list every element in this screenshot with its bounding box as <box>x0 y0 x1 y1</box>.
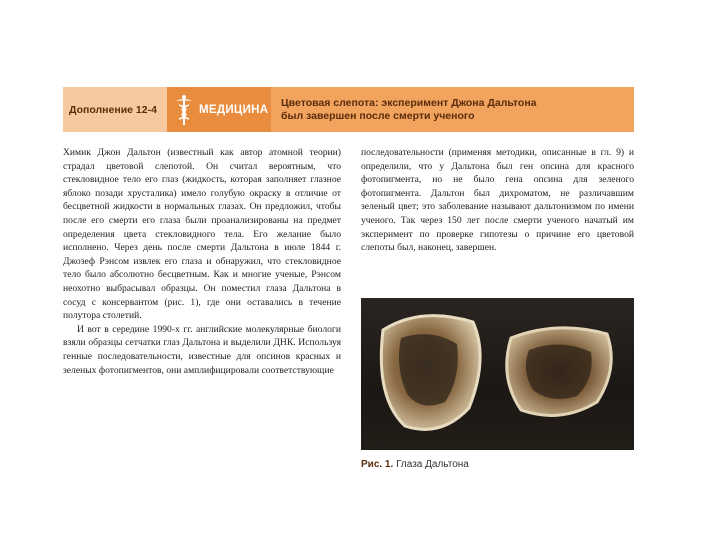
title-line-1: Цветовая слепота: эксперимент Джона Дальтона <box>281 96 537 109</box>
section-label: МЕДИЦИНА <box>199 103 269 116</box>
caption-number: Рис. 1. <box>361 459 394 470</box>
preserved-eyes-photo <box>361 298 634 450</box>
figure-caption <box>361 459 634 470</box>
medicine-section <box>167 87 271 132</box>
supplement-banner <box>63 87 634 132</box>
left-column <box>63 146 341 377</box>
supplement-title <box>271 87 634 132</box>
right-column <box>361 146 634 255</box>
paragraph-3: последовательности (применяя методики, описанные в гл. 9) и определили, что у Дальтона был ген опсина для красного фотопигмента, но не было гена опсина для зеленого фотопигмента. Дальтон был дихроматом, не различавшим зеленый цвет; это заболевание называют дальтонизмом по имени ученого. Так через 150 лет после смерти ученого начатый им эксперимент по проверке гипотезы о причине его цветовой слепоты был, наконец, завершен. <box>361 147 634 254</box>
figure-photo <box>361 298 634 450</box>
paragraph-1: Химик Джон Дальтон (известный как автор атомной теории) страдал цветовой слепотой. Он считал вероятным, что стекловидное тело его глаз (жидкость, которая заполняет глазное яблоко позади хрусталика) имело голубую окраску в отличие от бесцветной жидкости в нормальных глазах. Он предложил, чтобы после его смерти его глаза были проанализированы на предмет определения цвета стекловидного тела. Его желание было исполнено. Через день после смерти Дальтона в июле 1844 г. Джозеф Рэнсом извлек его глаза и обнаружил, что стекловидное тело было абсолютно бесцветным. Как и многие ученые, Рэнсом неохотно выбрасывал образцы. Он поместил глаза Дальтона в сосуд с консервантом (рис. 1), где они оставались в течение полутора столетий. <box>63 147 341 322</box>
caduceus-icon <box>173 93 195 127</box>
supplement-label: Дополнение 12-4 <box>63 87 167 132</box>
caption-text: Глаза Дальтона <box>396 459 469 470</box>
paragraph-2: И вот в середине 1990-х гг. английские молекулярные биологи взяли образцы сетчатки глаз Дальтона и выделили ДНК. Используя генные последовательности, известные для опсинов красных и зеленых фотопигментов, они амплифицировали соответствующие <box>63 323 341 376</box>
title-line-2: был завершен после смерти ученого <box>281 109 475 122</box>
